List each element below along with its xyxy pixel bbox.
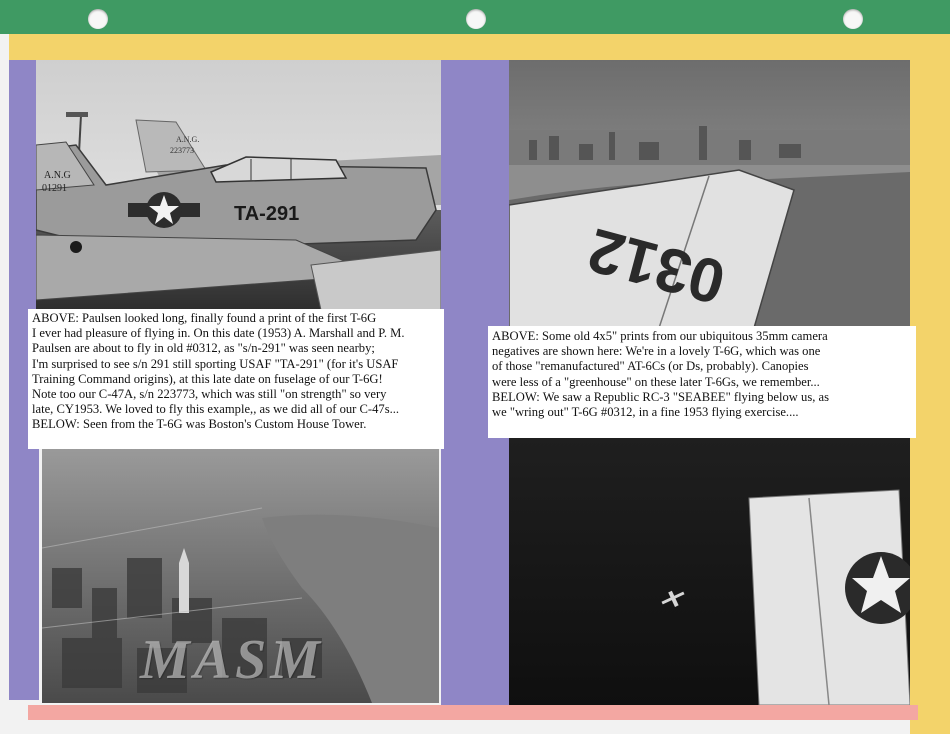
caption-left-line: ABOVE: Paulsen looked long, finally found a print of the first T-6G: [32, 311, 377, 325]
photo-t6g-on-ramp: [36, 60, 441, 310]
top-yellow-border: [9, 34, 950, 60]
caption-right-line: ABOVE: Some old 4x5" prints from our ubiquitous 35mm camera: [492, 329, 828, 343]
right-yellow-border: [910, 34, 950, 734]
caption-left-line: Note too our C-47A, s/n 223773, which was still "on strength" so very: [32, 387, 387, 402]
caption-right-line: were less of a "greenhouse" on these later T-6Gs, we remember...: [492, 374, 820, 389]
bottom-pink-border: [28, 705, 918, 720]
wing-code-text: 0312: [581, 214, 733, 317]
binder-hole-center: [466, 9, 486, 29]
binder-hole-right: [843, 9, 863, 29]
photo-wing-over-harbor: [509, 60, 910, 328]
caption-left-line: BELOW: Seen from the T-6G was Boston's Custom House Tower.: [32, 417, 367, 432]
caption-left-line: Paulsen are about to fly in old #0312, as "s/n-291" was seen nearby;: [32, 341, 375, 356]
tail-top-text: A.N.G: [44, 170, 71, 181]
masm-watermark: MASM: [140, 629, 325, 691]
fuselage-code-text: TA-291: [234, 203, 300, 225]
binder-hole-left: [88, 9, 108, 29]
tail-serial-text: 01291: [42, 183, 67, 194]
caption-left-line: Training Command origins), at this late date on fuselage of our T-6G!: [32, 371, 383, 386]
c47-tail-top-text: A.N.G.: [176, 135, 200, 144]
caption-left-line: I ever had pleasure of flying in. On this date (1953) A. Marshall and P. M.: [32, 326, 405, 341]
caption-right-line: BELOW: We saw a Republic RC-3 "SEABEE" flying below us, as: [492, 389, 830, 404]
caption-right-line: negatives are shown here: We're in a lovely T-6G, which was one: [492, 344, 821, 359]
caption-left-line: late, CY1953. We loved to fly this example,, as we did all of our C-47s...: [32, 402, 400, 417]
caption-left-line: I'm surprised to see s/n 291 still sporting USAF "TA-291" (for it's USAF: [32, 356, 399, 371]
caption-right-line: of those "remanufactured" AT-6Cs (or Ds, probably). Canopies: [492, 359, 809, 374]
caption-right-line: we "wring out" T-6G #0312, in a fine 1953 flying exercise....: [492, 405, 799, 420]
c47-tail-serial-text: 223773: [170, 146, 194, 155]
caption-left: [28, 309, 444, 449]
caption-right: [488, 326, 916, 438]
photo-wing-with-seabee: [509, 438, 910, 705]
